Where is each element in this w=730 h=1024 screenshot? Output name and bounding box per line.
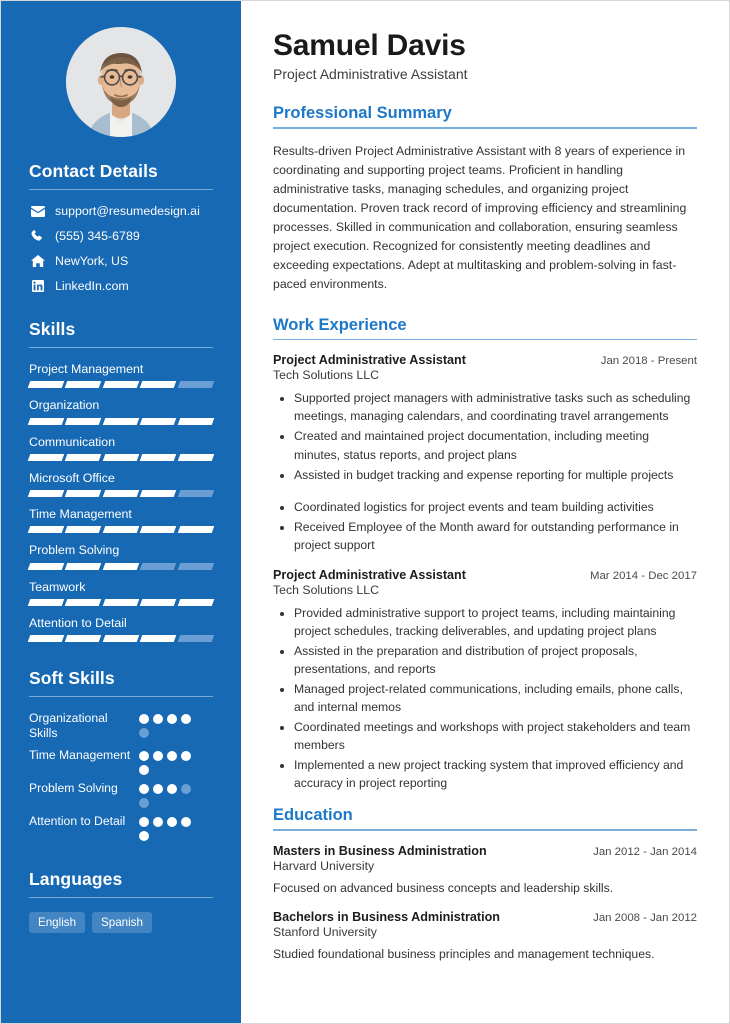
work-entry-header xyxy=(273,353,697,367)
bullet-item: • Received Employee of the Month award for outstanding performance in project support xyxy=(294,518,697,554)
education-entry-list xyxy=(273,844,697,964)
education-entry-degree: Masters in Business Administration xyxy=(273,843,487,858)
education-entry xyxy=(273,910,697,964)
skill-bar-segment xyxy=(103,635,140,642)
skill-bar-segment xyxy=(28,599,65,606)
work-entry xyxy=(273,568,697,792)
soft-skill-label: Attention to Detail xyxy=(29,813,126,828)
skill-bar-segment xyxy=(28,635,65,642)
soft-skill-row xyxy=(29,711,213,742)
bullet-item: • Implemented a new project tracking system that improved efficiency and accuracy in project reporting xyxy=(294,756,697,792)
divider xyxy=(29,189,213,190)
skill-bar-segment xyxy=(140,381,177,388)
soft-skill-rating-dots xyxy=(139,748,201,775)
skill-bar-segment xyxy=(177,381,214,388)
skill-label: Attention to Detail xyxy=(29,615,127,630)
languages-heading: Languages xyxy=(29,868,123,889)
education-entry-school: Stanford University xyxy=(273,925,377,940)
bullet-item: • Assisted in the preparation and distribution of project proposals, presentations, and reports xyxy=(294,642,697,678)
skill-bar-segment xyxy=(140,454,177,461)
skill-row xyxy=(29,398,213,424)
bullet-item: • Assisted in budget tracking and expense reporting for multiple projects xyxy=(294,466,697,484)
work-entry-bullets xyxy=(273,389,697,483)
skill-bar-segment xyxy=(177,418,214,425)
soft-skills-heading: Soft Skills xyxy=(29,668,115,689)
skill-bar-segment xyxy=(65,381,102,388)
language-tag: English xyxy=(29,912,85,933)
work-experience-heading: Work Experience xyxy=(273,315,407,334)
contact-item-email[interactable] xyxy=(29,204,213,218)
soft-skill-row xyxy=(29,748,213,775)
skill-bar-segment xyxy=(177,454,214,461)
avatar xyxy=(66,27,176,137)
skill-label: Microsoft Office xyxy=(29,470,115,485)
rating-dot xyxy=(139,751,149,761)
contact-details-section xyxy=(1,161,241,293)
skill-level-bar xyxy=(29,526,213,533)
skill-bar-segment xyxy=(140,490,177,497)
phone-icon xyxy=(29,230,46,243)
skill-row xyxy=(29,471,213,497)
skill-row xyxy=(29,580,213,606)
education-entry-degree: Bachelors in Business Administration xyxy=(273,910,500,925)
skill-bar-segment xyxy=(177,635,214,642)
skill-row xyxy=(29,507,213,533)
rating-dot xyxy=(153,751,163,761)
contact-item-linkedin[interactable] xyxy=(29,279,213,293)
education-entry-header xyxy=(273,844,697,858)
divider xyxy=(273,339,697,341)
envelope-icon xyxy=(29,206,46,217)
skill-bar-segment xyxy=(103,563,140,570)
contact-item-phone[interactable] xyxy=(29,229,213,243)
skill-bar-segment xyxy=(28,563,65,570)
skill-bar-segment xyxy=(65,635,102,642)
work-entry-date: Mar 2014 - Dec 2017 xyxy=(589,569,697,582)
bullet-item: • Coordinated meetings and workshops with project stakeholders and team members xyxy=(294,718,697,754)
skill-bar-segment xyxy=(65,526,102,533)
bullet-item: • Created and maintained project documentation, including meeting minutes, status reports, and project plans xyxy=(294,427,697,463)
divider xyxy=(273,127,697,129)
avatar-container xyxy=(1,1,241,161)
skill-bar-segment xyxy=(177,490,214,497)
contact-item-location[interactable] xyxy=(29,254,213,268)
rating-dot xyxy=(167,751,177,761)
skill-level-bar xyxy=(29,454,213,461)
skill-bar-segment xyxy=(177,526,214,533)
education-entry-school: Harvard University xyxy=(273,858,375,873)
language-tag: Spanish xyxy=(92,912,152,933)
skills-section xyxy=(1,319,241,642)
rating-dot xyxy=(139,798,149,808)
professional-summary-section xyxy=(273,104,697,294)
rating-dot xyxy=(153,784,163,794)
work-entry-bullets xyxy=(273,498,697,554)
rating-dot xyxy=(139,817,149,827)
education-entry-date: Jan 2012 - Jan 2014 xyxy=(593,845,697,858)
contact-list xyxy=(29,204,213,293)
rating-dot xyxy=(153,714,163,724)
work-entry-bullets xyxy=(273,604,697,792)
soft-skills-list xyxy=(29,711,213,841)
skills-heading: Skills xyxy=(29,319,76,339)
skill-bar-segment xyxy=(140,563,177,570)
home-icon xyxy=(29,255,46,267)
skill-bar-segment xyxy=(28,418,65,425)
skills-list xyxy=(29,362,213,642)
skill-bar-segment xyxy=(103,381,140,388)
skill-level-bar xyxy=(29,599,213,606)
contact-location-text: NewYork, US xyxy=(55,254,129,268)
rating-dot xyxy=(181,714,191,724)
skill-row xyxy=(29,616,213,642)
skill-bar-segment xyxy=(65,599,102,606)
skill-bar-segment xyxy=(103,526,140,533)
skill-bar-segment xyxy=(28,526,65,533)
rating-dot xyxy=(181,784,191,794)
skill-bar-segment xyxy=(140,418,177,425)
rating-dot xyxy=(167,784,177,794)
skill-bar-segment xyxy=(177,599,214,606)
linkedin-icon xyxy=(29,280,46,292)
soft-skill-row xyxy=(29,781,213,808)
rating-dot xyxy=(181,751,191,761)
rating-dot xyxy=(139,765,149,775)
languages-section xyxy=(1,869,241,933)
skill-bar-segment xyxy=(28,490,65,497)
skill-level-bar xyxy=(29,490,213,497)
skill-label: Teamwork xyxy=(29,579,86,594)
skill-bar-segment xyxy=(140,599,177,606)
education-entry-description: Studied foundational business principles and management techniques. xyxy=(273,947,655,962)
soft-skill-rating-dots xyxy=(139,711,201,738)
skill-level-bar xyxy=(29,418,213,425)
skill-label: Time Management xyxy=(29,507,132,522)
education-entry xyxy=(273,844,697,898)
rating-dot xyxy=(181,817,191,827)
soft-skill-label: Time Management xyxy=(29,747,131,762)
page-title: Samuel Davis xyxy=(273,29,466,62)
skill-bar-segment xyxy=(103,490,140,497)
soft-skill-rating-dots xyxy=(139,814,201,841)
skill-bar-segment xyxy=(65,563,102,570)
work-entry-date: Jan 2018 - Present xyxy=(600,355,697,368)
skill-bar-segment xyxy=(140,635,177,642)
skill-label: Problem Solving xyxy=(29,543,120,558)
education-heading: Education xyxy=(273,806,353,825)
skill-row xyxy=(29,435,213,461)
education-section xyxy=(273,806,697,964)
work-entry-header xyxy=(273,568,697,582)
work-entry-list xyxy=(273,353,697,792)
skill-label: Communication xyxy=(29,434,116,449)
skill-level-bar xyxy=(29,563,213,570)
work-entry-organization: Tech Solutions LLC xyxy=(273,582,379,597)
bullet-item: • Provided administrative support to project teams, including maintaining project schedules, tracking deliverables, and updating project plans xyxy=(294,604,697,640)
bullet-item: • Managed project-related communications, including emails, phone calls, and internal memos xyxy=(294,680,697,716)
work-entry-organization: Tech Solutions LLC xyxy=(273,368,379,383)
soft-skill-row xyxy=(29,814,213,841)
skill-level-bar xyxy=(29,635,213,642)
work-entry-role: Project Administrative Assistant xyxy=(273,567,466,582)
soft-skill-label: Organizational Skills xyxy=(29,711,108,741)
skill-bar-segment xyxy=(65,454,102,461)
skill-bar-segment xyxy=(103,599,140,606)
contact-email-text: support@resumedesign.ai xyxy=(55,204,200,218)
rating-dot xyxy=(167,817,177,827)
education-entry-header xyxy=(273,910,697,924)
education-entry-date: Jan 2008 - Jan 2012 xyxy=(593,912,697,925)
education-entry-description: Focused on advanced business concepts and leadership skills. xyxy=(273,880,614,895)
skill-level-bar xyxy=(29,381,213,388)
skill-bar-segment xyxy=(65,418,102,425)
contact-phone-text: (555) 345-6789 xyxy=(55,229,140,243)
divider xyxy=(29,696,213,697)
professional-summary-text: Results-driven Project Administrative Assistant with 8 years of experience in coordinating and supporting project teams. Proficient in handling administrative tasks, managing schedules, and organizing project documentation. Proven track record of improving efficiency and streamlining processes. Skilled in communication and collaboration, ensuring seamless project execution. Recognized for consistently meeting deadlines and exceeding expectations. Adept at multitasking and problem-solving in fast-paced environments. xyxy=(273,143,687,291)
skill-bar-segment xyxy=(65,490,102,497)
work-entry xyxy=(273,353,697,553)
rating-dot xyxy=(153,817,163,827)
rating-dot xyxy=(139,784,149,794)
bullet-item: • Coordinated logistics for project events and team building activities xyxy=(294,498,697,516)
skill-bar-segment xyxy=(140,526,177,533)
soft-skills-section xyxy=(1,668,241,841)
sidebar xyxy=(1,1,241,1023)
divider xyxy=(273,829,697,831)
soft-skill-label: Problem Solving xyxy=(29,780,118,795)
rating-dot xyxy=(139,728,149,738)
skill-bar-segment xyxy=(103,418,140,425)
soft-skill-rating-dots xyxy=(139,781,201,808)
rating-dot xyxy=(139,714,149,724)
divider xyxy=(29,897,213,898)
main-content xyxy=(241,1,729,1023)
skill-bar-segment xyxy=(103,454,140,461)
contact-linkedin-text: LinkedIn.com xyxy=(55,279,129,293)
divider xyxy=(29,347,213,348)
language-tag-list xyxy=(29,912,213,933)
job-title: Project Administrative Assistant xyxy=(273,66,468,82)
professional-summary-heading: Professional Summary xyxy=(273,104,452,122)
skill-bar-segment xyxy=(28,381,65,388)
contact-details-heading: Contact Details xyxy=(29,161,158,181)
skill-label: Organization xyxy=(29,398,100,413)
skill-bar-segment xyxy=(177,563,214,570)
bullet-item: • Supported project managers with administrative tasks such as scheduling meetings, managing calendars, and coordinating travel arrangements xyxy=(294,389,697,425)
skill-label: Project Management xyxy=(29,362,144,376)
skill-bar-segment xyxy=(28,454,65,461)
work-entry-role: Project Administrative Assistant xyxy=(273,353,466,368)
rating-dot xyxy=(167,714,177,724)
skill-row xyxy=(29,543,213,569)
rating-dot xyxy=(139,831,149,841)
work-experience-section xyxy=(273,316,697,792)
skill-row xyxy=(29,362,213,388)
